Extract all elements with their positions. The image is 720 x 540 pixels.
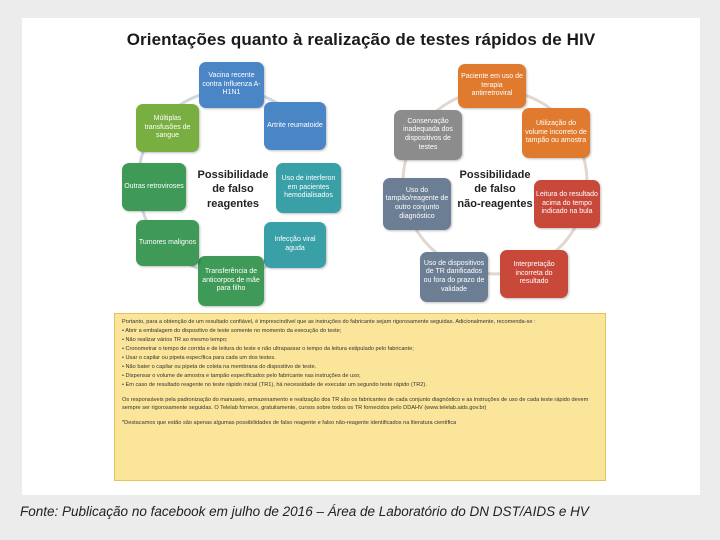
left-center-line-3: reagentes [207, 197, 259, 210]
recommendation-5-text: Não bater o capilar ou pipeta de coleta na membrana do dispositivo de teste. [125, 364, 317, 371]
left-item-vaccine: Vacina recente contra Influenza A-H1N1 [199, 62, 264, 108]
recommendations-intro: Portanto, para a obtenção de um resultado confiável, é imprescindível que as instruções do fabricante sejam rigorosamente seguidas. Adicionalmente, recomenda-se : [122, 319, 536, 325]
footnote: *Destacamos que estão são apenas algumas possibilidades de falso reagente e falso não-reagente identificados na literatura científica [122, 419, 457, 426]
recommendation-6-text: Dispensar o volume de amostra e tampão especificados pelo fabricante nas instruções de uso; [125, 373, 361, 380]
right-item-storage: Conservação inadequada dos dispositivos de testes [394, 110, 462, 160]
recommendation-3-text: Cronometrar o tempo de corrida e de leitura do teste e não ultrapassar o tempo da leitura estipulado pelo fabricante; [125, 346, 414, 353]
left-center-line-2: de falso [212, 183, 254, 196]
left-item-tumors: Tumores malignos [136, 220, 199, 266]
infographic-title: Orientações quanto à realização de testes rápidos de HIV [126, 30, 596, 49]
recommendation-2: • Não realizar vários TR ao mesmo tempo; [122, 337, 228, 344]
right-item-interpretation: Interpretação incorreta do resultado [500, 250, 568, 298]
left-item-retrovirus: Outras retroviroses [122, 163, 186, 211]
left-item-arthritis: Artrite reumatoide [264, 102, 326, 150]
right-center-line-3: não-reagentes [457, 197, 533, 210]
recommendation-5: • Não bater o capilar ou pipeta de coleta na membrana do dispositivo de teste. [122, 364, 317, 371]
recommendation-7-text: Em caso de resultado reagente no teste rápido inicial (TR1), há necessidade de executar um segundo teste rápido (TR2). [125, 382, 427, 389]
responsibility-note: Os responsáveis pela padronização do manuseio, armazenamento e realização dos TR são os fabricantes de cada conjunto diagnóstico e as instruções de uso de cada teste rápido devem sempre ser rigorosamente seguidas. O Telelab fornece, gratuitamente, cursos sobre todos os TR fornecidos pelo DDAHV (www.telelab.aids.gov.br) [122, 397, 589, 411]
left-item-antibody-transfer: Transferência de anticorpos de mãe para filho [198, 256, 264, 306]
right-item-other-buffer: Uso do tampão/reagente de outro conjunto diagnóstico [383, 178, 451, 230]
left-item-transfusions: Múltiplas transfusões de sangue [136, 104, 199, 152]
left-item-interferon: Uso de interferon em pacientes hemodialisados [276, 163, 341, 213]
left-item-viral-infection: Infecção viral aguda [264, 222, 326, 268]
right-item-volume: Utilização do volume incorreto de tampão ou amostra [522, 108, 590, 158]
recommendation-1: • Abrir a embalagem do dispositivo de teste somente no momento da execução do teste; [122, 328, 342, 335]
recommendation-6: • Dispensar o volume de amostra e tampão especificados pelo fabricante nas instruções de uso; [122, 373, 361, 380]
recommendation-1-text: Abrir a embalagem do dispositivo de teste somente no momento da execução do teste; [125, 328, 342, 335]
right-item-reading-time: Leitura do resultado acima do tempo indicado na bula [534, 180, 600, 228]
recommendations-box [114, 313, 606, 481]
recommendation-4-text: Usar o capilar ou pipeta específica para cada um dos testes. [125, 355, 276, 362]
left-center-line-1: Possibilidade [197, 169, 269, 181]
left-center-label [196, 168, 270, 211]
right-item-damaged-devices: Uso de dispositivos de TR danificados ou fora do prazo de validade [420, 252, 488, 302]
recommendation-7: • Em caso de resultado reagente no teste rápido inicial (TR1), há necessidade de executar um segundo teste rápido (TR2). [122, 382, 427, 389]
right-center-line-2: de falso [474, 183, 516, 196]
right-center-label [456, 168, 534, 211]
right-item-antiretroviral: Paciente em uso de terapia antirretroviral [458, 64, 526, 108]
recommendation-3: • Cronometrar o tempo de corrida e de leitura do teste e não ultrapassar o tempo da leitura estipulado pelo fabricante; [122, 346, 414, 353]
source-caption: Fonte: Publicação no facebook em julho de 2016 – Área de Laboratório do DN DST/AIDS e HV [20, 504, 589, 519]
right-center-line-1: Possibilidade [459, 169, 531, 181]
recommendation-2-text: Não realizar vários TR ao mesmo tempo; [125, 337, 228, 344]
recommendation-4: • Usar o capilar ou pipeta específica para cada um dos testes. [122, 355, 276, 362]
